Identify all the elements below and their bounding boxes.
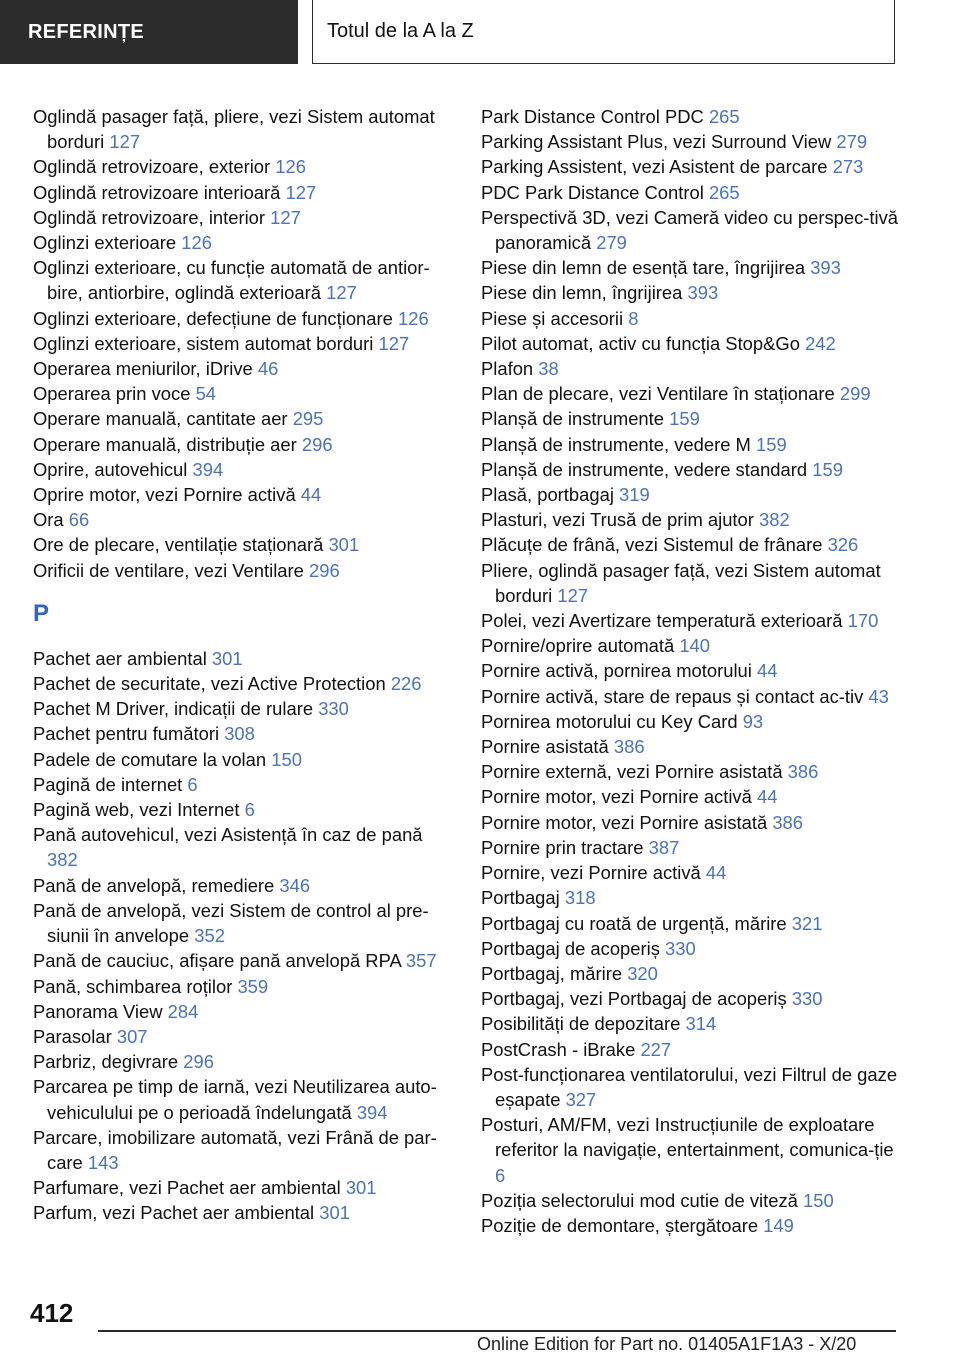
index-entry-page-link[interactable]: 127	[270, 206, 301, 228]
index-entry-page-link[interactable]: 386	[787, 761, 819, 783]
index-entry	[481, 1188, 901, 1213]
index-entry-page-link[interactable]: 279	[596, 232, 627, 254]
index-entry	[481, 684, 901, 709]
index-entry-text: Polei, vezi Avertizare temperatură exterioară	[481, 610, 843, 632]
index-entry	[33, 180, 451, 205]
index-entry-page-link[interactable]: 382	[47, 849, 78, 871]
index-entry	[33, 381, 451, 406]
index-entry-page-link[interactable]: 357	[405, 950, 437, 972]
index-entry-text: Pană, schimbarea roților	[33, 975, 233, 997]
index-entry-text: Pachet M Driver, indicații de rulare	[33, 698, 314, 720]
index-entry-text: Pachet pentru fumători	[33, 723, 220, 745]
index-entry-page-link[interactable]: 6	[495, 1164, 506, 1186]
index-entry-text: Piese din lemn de esență tare, îngrijirea	[481, 257, 806, 279]
index-entry-text: Portbagaj cu roată de urgență, mărire	[481, 912, 787, 934]
index-entry	[481, 885, 901, 910]
index-column-right	[481, 104, 901, 1238]
index-entry-text: Operare manuală, distribuție aer	[33, 433, 297, 455]
index-entry-page-link[interactable]: 387	[648, 836, 680, 858]
index-entry	[481, 180, 901, 205]
index-entry	[481, 532, 901, 557]
index-entry-page-link[interactable]: 295	[292, 408, 324, 430]
index-entry	[33, 1175, 451, 1200]
index-entry-page-link[interactable]: 46	[257, 358, 279, 380]
index-entry	[481, 784, 901, 809]
index-entry-text: Operarea meniurilor, iDrive	[33, 358, 253, 380]
index-entry-page-link[interactable]: 8	[628, 307, 639, 329]
index-entry-page-link[interactable]: 393	[810, 257, 841, 279]
index-entry	[481, 104, 901, 129]
index-entry	[33, 721, 451, 746]
index-entry	[33, 558, 451, 583]
index-entry-text: Pană de cauciuc, afișare pană anvelopă RPA	[33, 950, 401, 972]
index-entry-text: Posibilități de depozitare	[481, 1013, 681, 1035]
index-entry	[33, 306, 451, 331]
index-entry	[33, 457, 451, 482]
index-entry	[33, 696, 451, 721]
index-entry-text: Pornire activă, pornirea motorului	[481, 660, 752, 682]
index-entry-text: Parcare, imobilizare automată, vezi Frână de par-care	[33, 1126, 437, 1173]
index-entry	[33, 205, 451, 230]
index-entry	[33, 898, 451, 948]
index-entry	[481, 356, 901, 381]
index-entry-page-link[interactable]: 150	[271, 748, 302, 770]
index-entry	[33, 1200, 451, 1225]
index-letter-heading: P	[33, 599, 50, 627]
index-entry	[481, 331, 901, 356]
index-entry-text: Pachet de securitate, vezi Active Protection	[33, 673, 386, 695]
index-entry	[481, 432, 901, 457]
index-entry	[33, 532, 451, 557]
index-entry-text: Padele de comutare la volan	[33, 748, 267, 770]
index-entry-page-link[interactable]: 386	[772, 811, 804, 833]
index-entry-text: Pană autovehicul, vezi Asistență în caz de pană	[33, 824, 423, 846]
index-entry-page-link[interactable]: 320	[627, 962, 658, 984]
index-entry	[481, 1213, 901, 1238]
index-entry-page-link[interactable]: 93	[742, 710, 764, 732]
index-entry-page-link[interactable]: 265	[708, 106, 740, 127]
index-entry	[33, 331, 451, 356]
index-entry-page-link[interactable]: 386	[613, 736, 645, 758]
index-entry-text: Planșă de instrumente	[481, 408, 664, 430]
index-entry	[481, 633, 901, 658]
index-entry	[33, 822, 451, 872]
index-entry	[33, 154, 451, 179]
index-entry-text: Oglindă pasager față, pliere, vezi Sistem automat borduri	[33, 106, 435, 153]
index-entry-page-link[interactable]: 330	[791, 988, 823, 1010]
index-entry-text: Portbagaj, vezi Portbagaj de acoperiș	[481, 988, 787, 1010]
index-entry	[33, 646, 451, 671]
index-entry-page-link[interactable]: 170	[847, 610, 879, 632]
index-entry	[33, 104, 451, 154]
index-entry-page-link[interactable]: 227	[640, 1038, 672, 1060]
index-entry	[33, 873, 451, 898]
index-entry-text: Oglindă retrovizoare, exterior	[33, 156, 271, 178]
index-entry-text: Pană de anvelopă, vezi Sistem de control al pre-siunii în anvelope	[33, 899, 429, 947]
index-entry	[481, 558, 901, 608]
index-entry-page-link[interactable]: 326	[827, 534, 859, 556]
index-entry-text: Parasolar	[33, 1025, 112, 1047]
index-entry-text: Pornire externă, vezi Pornire asistată	[481, 761, 783, 783]
index-entry-page-link[interactable]: 301	[328, 534, 360, 556]
index-entry	[481, 961, 901, 986]
index-entry-page-link[interactable]: 127	[109, 131, 141, 153]
index-entry	[481, 129, 901, 154]
index-entry	[33, 948, 451, 973]
index-entry	[33, 1049, 451, 1074]
index-column-left	[33, 104, 451, 1226]
index-entry	[33, 356, 451, 381]
index-entry	[33, 1125, 451, 1175]
index-entry-page-link[interactable]: 301	[211, 647, 243, 669]
index-entry-page-link[interactable]: 299	[839, 383, 871, 405]
index-entry	[481, 381, 901, 406]
index-entry-page-link[interactable]: 352	[194, 925, 225, 947]
index-entry-text: Plasă, portbagaj	[481, 484, 614, 506]
index-entry-page-link[interactable]: 265	[708, 181, 740, 203]
index-entry-page-link[interactable]: 382	[759, 509, 790, 531]
index-entry	[481, 1037, 901, 1062]
index-entry	[33, 1024, 451, 1049]
index-entry-page-link[interactable]: 126	[181, 232, 212, 254]
index-entry-text: Pachet aer ambiental	[33, 647, 207, 669]
index-entry	[33, 1074, 451, 1124]
index-entry-page-link[interactable]: 226	[390, 673, 422, 695]
index-entry	[481, 205, 901, 255]
index-entry-page-link[interactable]: 126	[397, 307, 429, 329]
index-entry-page-link[interactable]: 301	[345, 1177, 377, 1199]
index-entry-page-link[interactable]: 44	[757, 660, 778, 682]
index-entry	[33, 747, 451, 772]
index-entry-text: Pagină web, vezi Internet	[33, 799, 240, 821]
index-entry	[481, 658, 901, 683]
section-title: REFERINȚE	[28, 20, 145, 43]
index-list-o	[33, 104, 451, 583]
index-entry-text: Oglinzi exterioare, sistem automat borduri	[33, 332, 374, 354]
index-entry-text: Pornire/oprire automată	[481, 635, 675, 657]
index-entry-text: Parcarea pe timp de iarnă, vezi Neutilizarea auto-vehiculului pe o perioadă îndelungată	[33, 1076, 437, 1123]
index-entry-page-link[interactable]: 359	[237, 975, 269, 997]
index-entry-text: Planșă de instrumente, vedere standard	[481, 458, 808, 480]
index-entry	[481, 911, 901, 936]
index-entry-page-link[interactable]: 284	[167, 1000, 199, 1022]
index-entry	[481, 406, 901, 431]
index-entry	[33, 797, 451, 822]
index-entry-page-link[interactable]: 159	[756, 433, 787, 455]
index-entry	[33, 230, 451, 255]
index-entry-text: Parking Assistant Plus, vezi Surround View	[481, 131, 832, 153]
footer-text: Online Edition for Part no. 01405A1F1A3 - X/20	[477, 1334, 857, 1354]
index-entry-page-link[interactable]: 242	[805, 332, 836, 354]
index-entry-page-link[interactable]: 44	[756, 786, 778, 808]
index-entry-text: Plasturi, vezi Trusă de prim ajutor	[481, 509, 754, 531]
index-entry-text: Portbagaj	[481, 887, 560, 909]
index-entry-text: Plafon	[481, 358, 534, 380]
index-entry-text: Operarea prin voce	[33, 383, 191, 405]
index-entry-text: Oglindă retrovizoare, interior	[33, 206, 266, 228]
index-list-p	[33, 646, 451, 1226]
index-entry-page-link[interactable]: 159	[812, 458, 843, 480]
index-entry-page-link[interactable]: 54	[195, 383, 217, 405]
index-entry-page-link[interactable]: 394	[192, 458, 224, 480]
index-entry-text: Plăcuțe de frână, vezi Sistemul de frânare	[481, 534, 823, 556]
index-entry-text: Perspectivă 3D, vezi Cameră video cu perspec-tivă panoramică	[481, 206, 899, 254]
index-entry-page-link[interactable]: 307	[116, 1025, 148, 1047]
index-entry-page-link[interactable]: 150	[803, 1189, 834, 1211]
index-entry-text: Pilot automat, activ cu funcția Stop&Go	[481, 332, 800, 354]
index-entry	[33, 772, 451, 797]
index-entry-text: Oprire, autovehicul	[33, 458, 188, 480]
index-entry-text: Plan de plecare, vezi Ventilare în staționare	[481, 383, 835, 405]
index-entry	[481, 734, 901, 759]
index-entry-page-link[interactable]: 44	[300, 484, 322, 506]
index-entry-page-link[interactable]: 140	[679, 635, 711, 657]
index-entry-page-link[interactable]: 319	[619, 484, 650, 506]
index-entry-text: Piese din lemn, îngrijirea	[481, 282, 683, 304]
index-entry-page-link[interactable]: 314	[685, 1013, 717, 1035]
index-entry-text: PDC Park Distance Control	[481, 181, 704, 203]
chapter-tab	[312, 0, 895, 64]
index-entry-text: Parfum, vezi Pachet aer ambiental	[33, 1202, 315, 1224]
index-entry-page-link[interactable]: 127	[557, 584, 589, 606]
index-entry-text: Pliere, oglindă pasager față, vezi Sistem automat borduri	[481, 559, 881, 606]
index-entry	[33, 507, 451, 532]
index-entry-text: Park Distance Control PDC	[481, 106, 704, 127]
index-entry-page-link[interactable]: 127	[326, 282, 357, 304]
index-entry-text: Piese și accesorii	[481, 307, 624, 329]
index-entry-page-link[interactable]: 6	[187, 773, 198, 795]
index-entry-page-link[interactable]: 279	[836, 131, 868, 153]
index-entry	[481, 457, 901, 482]
index-entry-page-link[interactable]: 296	[309, 559, 340, 581]
index-entry-text: Pagină de internet	[33, 773, 183, 795]
index-entry-text: Poziția selectorului mod cutie de viteză	[481, 1189, 798, 1211]
index-entry-text: PostCrash - iBrake	[481, 1038, 636, 1060]
index-entry-text: Parking Assistent, vezi Asistent de parcare	[481, 156, 828, 178]
index-entry	[33, 999, 451, 1024]
index-entry-page-link[interactable]: 66	[68, 509, 90, 531]
index-entry-text: Ora	[33, 509, 64, 531]
index-entry-text: Oglindă retrovizoare interioară	[33, 181, 281, 203]
index-entry-text: Pornire prin tractare	[481, 836, 644, 858]
chapter-title: Totul de la A la Z	[327, 20, 474, 42]
index-entry	[481, 507, 901, 532]
index-entry	[481, 608, 901, 633]
index-entry-page-link[interactable]: 321	[791, 912, 823, 934]
index-entry-page-link[interactable]: 394	[356, 1101, 388, 1123]
index-entry-text: Pornire, vezi Pornire activă	[481, 862, 701, 884]
index-entry-text: Operare manuală, cantitate aer	[33, 408, 288, 430]
index-entry-text: Portbagaj de acoperiș	[481, 937, 660, 959]
index-entry-page-link[interactable]: 330	[318, 698, 349, 720]
index-entry	[33, 974, 451, 999]
index-entry	[481, 759, 901, 784]
index-entry	[33, 406, 451, 431]
index-entry	[481, 154, 901, 179]
index-entry-text: Oglinzi exterioare	[33, 232, 177, 254]
index-entry-text: Planșă de instrumente, vedere M	[481, 433, 751, 455]
index-entry-page-link[interactable]: 318	[564, 887, 596, 909]
index-entry-page-link[interactable]: 296	[301, 433, 333, 455]
index-entry-page-link[interactable]: 273	[832, 156, 864, 178]
index-entry-text: Pană de anvelopă, remediere	[33, 874, 275, 896]
index-entry	[481, 1011, 901, 1036]
index-entry-text: Oglinzi exterioare, cu funcție automată de antior-bire, antiorbire, oglindă exterioară	[33, 257, 430, 304]
index-entry-text: Oprire motor, vezi Pornire activă	[33, 484, 296, 506]
index-entry-page-link[interactable]: 301	[319, 1202, 350, 1224]
index-entry-page-link[interactable]: 327	[565, 1088, 597, 1110]
index-entry-text: Pornire activă, stare de repaus și contact ac-tiv	[481, 685, 864, 707]
index-entry-page-link[interactable]: 43	[868, 685, 889, 707]
index-entry-page-link[interactable]: 346	[279, 874, 311, 896]
index-entry-page-link[interactable]: 127	[285, 181, 317, 203]
index-entry	[481, 860, 901, 885]
index-entry	[481, 255, 901, 280]
index-entry-text: Parbriz, degivrare	[33, 1051, 179, 1073]
index-entry-text: Pornire motor, vezi Pornire asistată	[481, 811, 768, 833]
index-entry	[481, 835, 901, 860]
index-entry-text: Pornire motor, vezi Pornire activă	[481, 786, 752, 808]
index-entry-page-link[interactable]: 296	[183, 1051, 214, 1073]
index-entry	[33, 671, 451, 696]
index-entry-text: Oglinzi exterioare, defecțiune de funcționare	[33, 307, 393, 329]
index-entry	[481, 936, 901, 961]
index-entry-page-link[interactable]: 126	[275, 156, 306, 178]
index-entry-page-link[interactable]: 38	[538, 358, 559, 380]
index-entry	[481, 1062, 901, 1112]
index-entry	[33, 432, 451, 457]
index-entry-text: Orificii de ventilare, vezi Ventilare	[33, 559, 304, 581]
index-entry-text: Post-funcționarea ventilatorului, vezi Filtrul de gaze eșapate	[481, 1063, 898, 1110]
index-entry	[481, 1112, 901, 1188]
page-number: 412	[30, 1298, 74, 1328]
index-entry	[481, 986, 901, 1011]
index-entry	[481, 709, 901, 734]
index-entry-text: Pornirea motorului cu Key Card	[481, 710, 738, 732]
index-entry	[33, 482, 451, 507]
index-entry-page-link[interactable]: 393	[687, 282, 719, 304]
index-entry-text: Posturi, AM/FM, vezi Instrucțiunile de exploatare referitor la navigație, entertainment, comunica-ție	[481, 1114, 894, 1161]
index-entry-text: Poziție de demontare, ștergătoare	[481, 1214, 759, 1236]
index-entry	[481, 810, 901, 835]
index-entry-page-link[interactable]: 143	[87, 1151, 119, 1173]
index-entry-text: Parfumare, vezi Pachet aer ambiental	[33, 1177, 341, 1199]
footer-rule	[98, 1330, 896, 1332]
index-entry-page-link[interactable]: 159	[669, 408, 700, 430]
index-entry	[33, 255, 451, 305]
index-entry-text: Ore de plecare, ventilație staționară	[33, 534, 324, 556]
index-entry	[481, 482, 901, 507]
index-entry-page-link[interactable]: 6	[244, 799, 255, 821]
index-entry-page-link[interactable]: 44	[705, 862, 727, 884]
index-entry-text: Portbagaj, mărire	[481, 962, 623, 984]
index-list-p-cont	[481, 104, 901, 1238]
section-tab	[0, 0, 298, 64]
index-entry-text: Pornire asistată	[481, 736, 609, 758]
index-entry-page-link[interactable]: 127	[378, 332, 410, 354]
index-entry	[481, 280, 901, 305]
index-entry-page-link[interactable]: 330	[665, 937, 696, 959]
index-entry-page-link[interactable]: 308	[224, 723, 255, 745]
index-entry-page-link[interactable]: 149	[763, 1214, 794, 1236]
index-entry	[481, 306, 901, 331]
index-entry-text: Panorama View	[33, 1000, 163, 1022]
